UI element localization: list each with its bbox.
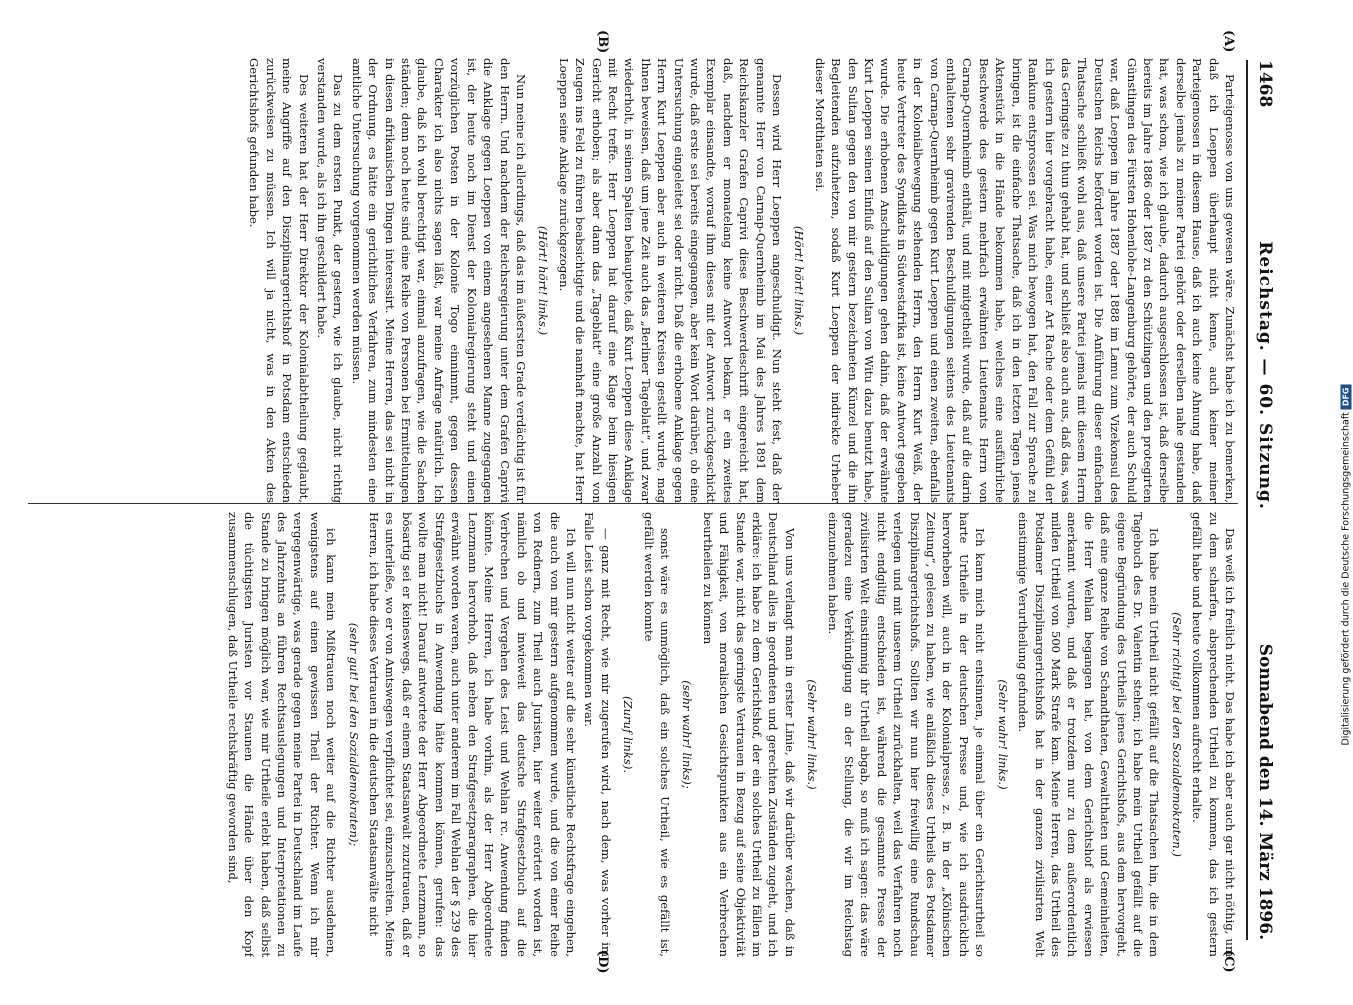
dfg-logo: DFG xyxy=(1341,385,1352,410)
margin-marker-b: (B) xyxy=(595,30,610,54)
session-title: Reichstag. — 60. Sitzung. xyxy=(1255,241,1275,510)
stage-direction: (sehr gut! bei den Sozialdemokraten); xyxy=(346,622,361,847)
stage-direction: (Sehr wahr! links.) xyxy=(995,679,1010,790)
paragraph: Dessen wird Herr Loeppen angeschuldigt. Nun steht fest, daß der genannte Herr von Carnap-Quernheimb im Mai des Jahres 1891 dem Reichskanzler Grafen Caprivi diese Beschwerdeschrift eingereicht hat, daß, nachdem er monatelang keine Antwort bekam, er ein zweites Exemplar einsandte, worauf ihm dieses mit der Antwort zurückgeschickt wurde, daß erste sei bereits eingegangen, aber kein Wort darüber, ob eine Untersuchung eingeleitet sei oder nicht. Daß die erhobene Anklage gegen Herrn Kurt Loeppen aber auch in weiteren Kreisen gestellt wurde, mag Ihnen beweisen, daß um jene Zeit auch das „Berliner Tageblatt“, und zwar wiederholt, in seinen Spalten behauptete, daß Kurt Loeppen diese Anklage mit Recht treffe. Herr Loeppen hat darauf eine Klage beim hiesigen Gericht erhoben; als aber dann das „Tageblatt“ eine große Anzahl von Zeugen ins Feld zu führen beabsichtigte und die namhaft machte, hat Herr Loeppen seine Anklage zurückgezogen. xyxy=(556,58,785,503)
footer-credit-text: Digitalisierung gefördert durch die Deutsche Forschungsgemeinschaft xyxy=(1340,412,1352,746)
stage-direction: (Sehr wahr! links.) xyxy=(805,679,820,790)
footer-credit xyxy=(1341,385,1352,1005)
paragraph: Des weiteren hat der Herr Direktor der Kolonialabtheilung geglaubt, meine Angriffe auf den Disziplinargerichtshof in Potsdam entschieden zurückweisen zu müssen. Ich will ja nicht, was in den Akten des Gerichtshofs gefunden habe. xyxy=(247,58,311,503)
paragraph: Ich will nun nicht weiter auf die sehr künstliche Rechtsfrage eingehen, die auch von mir gestern aufgenommen wurde, und die von einer Reihe von Rednern, zum Theil auch Juristen, hier weiter erörtert worden ist, nämlich ob und inwieweit das deutsche Strafgesetzbuch auf die Verbrechen und Vergehen des Leist und Wehlan rc. Anwendung finden könnte. Meine Herren, ich habe vorhin, als der Herr Abgeordnete Lenzmann hervorhob, daß neben den Strafgesetzparagraphen, die hier erwähnt worden waren, auch unter anderem im Fall Wehlan der § 239 des Strafgesetzbuchs in Anwendung hätte kommen können, gerufen: das wollte man nicht! Darauf antwortete der Herr Abgeordnete Lenzmann, so bösartig sei er keineswegs, daß er einem Staatsanwalt zuzutrauen, daß er es unterließe, wo er von Amtswegen verpflichtet sei, einzuschreiten. Meine Herren, ich habe dieses Vertrauen in die deutschen Staatsanwälte nicht xyxy=(367,512,578,957)
column-divider xyxy=(28,503,1238,504)
margin-marker-d: (D) xyxy=(595,950,610,974)
paragraph: Das weiß ich freilich nicht. Das habe ich aber auch gar nicht nöthig, um zu dem scharfen, absprechenden Urtheil zu kommen, das ich gestern gefällt habe und heute vollkommen aufrecht erhalte. xyxy=(1190,512,1237,957)
stage-direction: (Hört! hört! links.) xyxy=(792,225,807,336)
paragraph: Nun meine ich allerdings, daß das im äußersten Grade verdächtig ist für den Herrn. Und nachdem der Reichsregierung unter dem Grafen Caprivi die Anklage gegen Loeppen von einem angesehenen Manne zugegangen ist, der heute noch im Dienst der Kolonialregierung steht und einen vorzüglichen Posten in der Kolonie Togo einnimmt, gegen dessen Charakter ich also nichts sagen läßt, war meine Anfrage natürlich. Ich glaube, daß ich wohl berechtigt war, einmal anzufragen, wie die Sachen ständen; denn noch heute sind eine Reihe von Personen bei Ermittelungen in diesen afrikanischen Dingen interessirt. Meine Herren, das sei nicht in der Ordnung, es hätte ein gerichtliches Verfahren, zum mindesten eine amtliche Untersuchung vorgenommen werden müssen. xyxy=(349,58,528,503)
stage-direction: (Zuruf links). xyxy=(621,695,636,774)
paragraph: sonst wäre es unmöglich, daß ein solches Urtheil, wie es gefällt ist, gefällt werden konnte xyxy=(641,512,672,957)
paragraph: Parteigenosse von uns gewesen wäre. Zunächst habe ich zu bemerken, daß ich Loeppen überhaupt nicht kenne, auch keiner meiner Parteigenossen in diesem Hause, daß ich auch keine Ahnung habe, daß derselbe jemals zu meiner Partei gehört oder derselben nahe gestanden hat, was schon, wie ich glaube, dadurch ausgeschlossen ist, daß derselbe bereits im Jahre 1886 oder 1887 zu den Schützlingen und den protegirten Günstlingen des Fürsten Hohenlohe-Langenburg gehörte, der auch Schuld war, daß Loeppen im Jahre 1887 oder 1888 im Lamu zum Vizekonsul des Deutschen Reichs befördert worden ist. Die Anführung dieser einfachen Thatsache schließt wohl aus, daß unsere Partei jemals mit diesem Herrn das Geringste zu thun gehabt hat, und schließt also auch aus, daß das, was ich gestern hier vorgebracht habe, einer Art Rache oder dem Gefühl der Rankune entsprossen sei. Was mich bewogen hat, den Fall zur Sprache zu bringen, ist die einfache Thatsache, daß ich in den letzten Tagen jenes Aktenstück in die Hände bekommen habe, welches eine ausführliche Beschwerde des gestern mehrfach erwähnten Lieutenants Herrn von Carnap-Quernheimb enthält, und mit mitgetheilt wurde, daß auf die darin enthaltenen sehr gravirenden Beschuldigungen seitens des Lieutenants von Carnap-Quernheimb gegen Kurt Loeppen und einen zweiten, ebenfalls in der Kolonialbewegung stehenden Herrn, den Herrn Kurt Weiß, der heute Vertreter des Syndikats in Südwestafrika ist, keine Antwort gegeben wurde. Die erhobenen Anschuldigungen gehen dahin, daß der erwähnte Kurt Loeppen seinen Einfluß auf den Sultan von Witu dazu benutzt habe, den Sultan gegen den von mir gestern bezeichneten Künzel und die ihn Begleitenden aufzuhetzen, sodaß Kurt Loeppen der indirekte Urheber dieser Mordthaten sei. xyxy=(812,58,1237,503)
margin-marker-c: (C) xyxy=(1221,950,1236,973)
stage-direction: (sehr wahr! links); xyxy=(680,680,695,789)
paragraph: Ich kann mich nicht entsinnen, je einmal über ein Gerichtsurtheil so harte Urtheile in der deutschen Presse und, wie ich ausdrücklich hervorheben will, auch in der Kolonialpresse, z. B. in der „Kölnischen Zeitung“, gelesen zu haben, wie anläßlich dieses Urtheils des Potsdamer Disziplinargerichtshofs. Sollten wir nun hier freiwillig eine Rundschau verlegen und mit unserem Urtheil zurückhalten, weil das Verfahren noch nicht endgiltig entschieden ist, während die gesammte Presse der zivilisirten Welt einstimmig ihr Urtheil abgab, so muß ich sagen: das wäre geradezu eine Verkündigung an der Stellung, die wir im Reichstag einzunehmen haben. xyxy=(825,512,988,957)
margin-marker-a: (A) xyxy=(1221,30,1236,53)
paragraph: Ich habe mein Urtheil nicht gefällt auf die Thatsachen hin, die in dem Tagebuch des Dr. Valentin stehen; ich habe mein Urtheil gefällt auf die eigene Begründung des Urtheils jenes Gerichtshofs, aus dem hervorgeht, daß eine ganze Reihe von Schandthaten, Gewaltthaten und Gemeinheiten, die Herr Wehlan begangen hat, von dem Gerichtshof als erwiesen anerkannt wurden, und daß er trotzdem nur zu dem außerordentlich milden Urtheil von 500 Mark Strafe kam. Meine Herren, das Urtheil des Potsdamer Disziplinargerichtshofs hat in der ganzen zivilisirten Welt einstimmige Verurtheilung gefunden. xyxy=(1016,512,1162,957)
page-header xyxy=(1246,60,1282,940)
stage-direction: (Hört! hört! links.) xyxy=(536,225,551,336)
paragraph: ich kann mein Mißtrauen noch weiter auf die Richter ausdehnen, wenigstens auf einen gewissen Theil der Richter. Wenn ich mir vergegenwärtige, was gerade gegen meine Partei in Deutschland im Laufe des Jahrzehnts an führen Rechtsauslegungen und Interpretationen zu Stande zu bringen möglich war, wie mir Urtheile erlebt haben, daß selbst die tüchtigsten Juristen vor Staunen die Hände über den Kopf zusammenschlugen, daß Urtheile rechtskräftig geworden sind, xyxy=(225,512,339,957)
page-number: 1468 xyxy=(1255,60,1275,108)
left-text-column xyxy=(28,58,1238,503)
right-text-column xyxy=(28,512,1238,957)
session-date: Sonnabend den 14. März 1896. xyxy=(1255,643,1275,940)
paragraph: Das zu dem ersten Punkt, der gestern, wie ich glaube, nicht richtig verstanden wurde, als ich ihn geschildert habe. xyxy=(315,58,346,503)
paragraph: Von uns verlangt man in erster Linie, daß wir darüber wachen, daß in Deutschland alles in geordneten und gerechten Zuständen zugeht, und ich erkläre: ich habe zu dem Gerichtshof, der ein solches Urtheil zu fällen im Stande war, nicht das geringste Vertrauen in Bezug auf seine Objektivität und Fähigkeit, von moralischen Gesichtspunkten aus ein Verbrechen beurtheilen zu können xyxy=(700,512,797,957)
paragraph: — ganz mit Recht, wie mir zugerufen wird, nach dem, was vorher im Falle Leist schon vorgekommen war. xyxy=(582,512,613,957)
stage-direction: (Sehr richtig! bei den Sozialdemokraten.) xyxy=(1169,612,1184,857)
